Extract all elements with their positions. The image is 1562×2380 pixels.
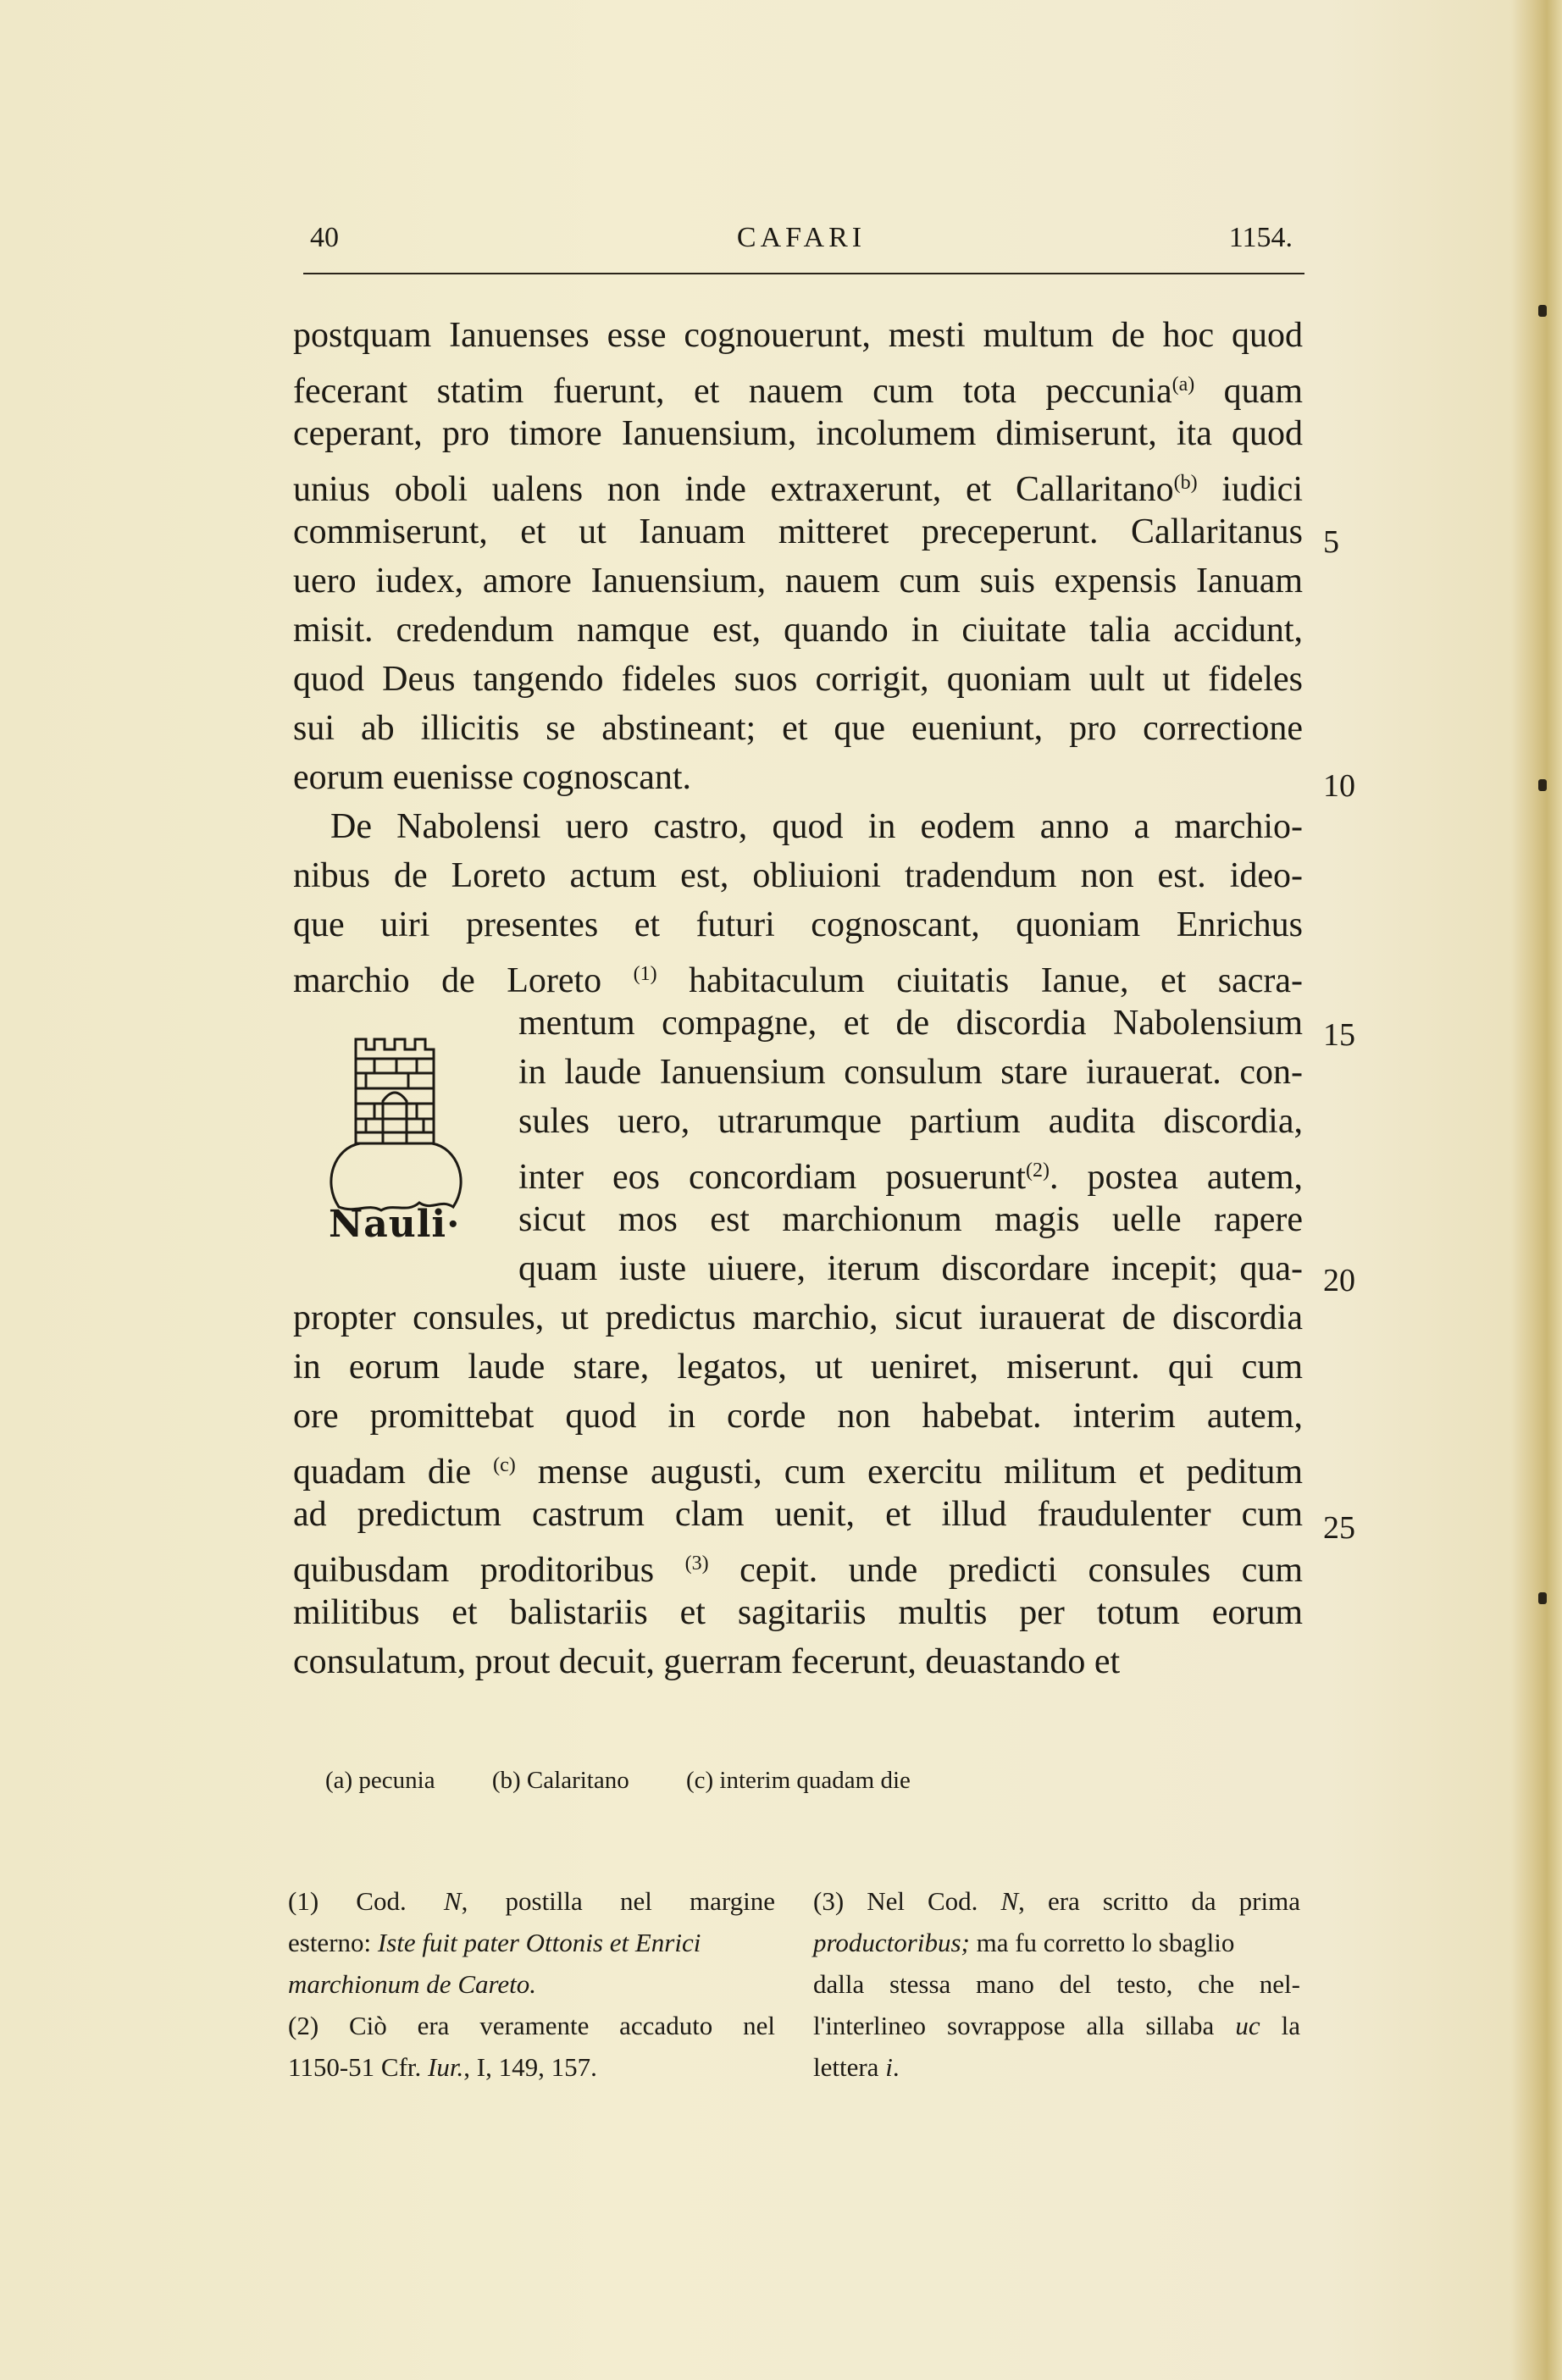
text-segment: fecerant statim fuerunt, et nauem cum tota peccunia xyxy=(293,372,1172,411)
variant-a: (a) pecunia xyxy=(325,1767,435,1794)
text-segment: eorum euenisse cognoscant. xyxy=(293,758,692,797)
edge-mark xyxy=(1538,1592,1547,1604)
text-segment: postquam Ianuenses esse cognouerunt, mesti multum de hoc quod xyxy=(293,316,1303,355)
footnote-ref: (2) xyxy=(1026,1160,1050,1182)
footnote-ref: (c) xyxy=(493,1454,516,1476)
footnote-segment: l'interlineo sovrappose alla sillaba xyxy=(813,2011,1236,2040)
footnotes-left xyxy=(288,1880,775,2088)
footnote-segment: marchionum de Careto. xyxy=(288,1969,537,1999)
text-segment: quod Deus tangendo fideles suos corrigit, quoniam uult ut fideles xyxy=(293,660,1303,699)
text-line xyxy=(518,999,1303,1047)
text-segment: consulatum, prout decuit, guerram fecerunt, deuastando et xyxy=(293,1642,1121,1681)
text-line xyxy=(518,1147,1304,1197)
text-segment: De Nabolensi uero castro, quod in eodem anno a marchio- xyxy=(330,807,1303,846)
footnote-segment: lettera xyxy=(813,2052,886,2082)
footnote-segment: (3) Nel Cod. xyxy=(813,1886,1001,1916)
text-line xyxy=(293,361,1303,411)
text-segment: nibus de Loreto actum est, obliuioni tradendum non est. ideo- xyxy=(293,856,1303,895)
text-segment: mense augusti, cum exercitu militum et peditum xyxy=(515,1453,1303,1492)
text-line xyxy=(293,852,1303,899)
text-segment: in laude Ianuensium consulum stare iurauerat. con- xyxy=(518,1053,1303,1092)
footnote-line xyxy=(813,1880,1300,1922)
variant-c: (c) interim quadam die xyxy=(685,1767,911,1794)
footnote-segment: N xyxy=(1000,1886,1019,1916)
footnote-segment: i xyxy=(885,2052,893,2082)
text-line xyxy=(293,557,1303,605)
text-line xyxy=(293,656,1303,703)
text-line xyxy=(293,1442,1303,1492)
running-head xyxy=(302,222,1301,264)
text-segment: misit. credendum namque est, quando in ciuitate talia accidunt, xyxy=(293,611,1303,650)
footnote-line xyxy=(813,1922,1300,1963)
text-line xyxy=(518,1245,1303,1292)
text-line xyxy=(293,950,1303,998)
line-number: 10 xyxy=(1323,768,1355,804)
footnotes-right xyxy=(813,1880,1300,2088)
text-segment: habitaculum ciuitatis Ianue, et sacra- xyxy=(656,961,1303,1000)
line-number: 20 xyxy=(1323,1263,1355,1298)
footnote-segment: dalla stessa mano del testo, che nel- xyxy=(813,1969,1300,1999)
footnote-segment: esterno: xyxy=(288,1928,378,1957)
text-line xyxy=(293,901,1303,949)
text-line xyxy=(518,1098,1303,1145)
footnote-segment: uc xyxy=(1235,2011,1260,2040)
line-number: 15 xyxy=(1323,1017,1355,1053)
footnote-segment: , era scritto da prima xyxy=(1018,1886,1300,1916)
footnote-segment: Iste fuit pater Ottonis et Enrici xyxy=(377,1928,701,1957)
text-line xyxy=(293,508,1303,556)
running-title: CAFARI xyxy=(736,222,867,253)
textual-variants xyxy=(325,1767,1088,1801)
text-segment: unius oboli ualens non inde extraxerunt, et Callaritano xyxy=(293,470,1174,509)
text-segment: commiserunt, et ut Ianuam mitteret preceperunt. Callaritanus xyxy=(293,512,1303,551)
line-number: 25 xyxy=(1323,1510,1355,1546)
text-line xyxy=(293,410,1303,457)
text-segment: sui ab illicitis se abstineant; et que eueniunt, pro correctione xyxy=(293,709,1303,748)
edge-mark xyxy=(1538,779,1547,791)
text-segment: iudici xyxy=(1197,470,1303,509)
line-number: 5 xyxy=(1323,524,1339,560)
text-segment: sules uero, utrarumque partium audita discordia, xyxy=(518,1102,1303,1141)
edge-mark xyxy=(1538,305,1547,317)
footnote-ref: (1) xyxy=(633,963,657,985)
text-segment: quam xyxy=(1194,372,1303,411)
text-segment: militibus et balistariis et sagitariis multis per totum eorum xyxy=(293,1593,1303,1632)
text-segment: ore promittebat quod in corde non habebat. interim autem, xyxy=(293,1397,1303,1436)
text-line xyxy=(293,1343,1303,1391)
footnote-ref: (3) xyxy=(684,1553,709,1575)
footnote-line xyxy=(813,1963,1300,2005)
text-line xyxy=(293,754,1303,801)
page-edge xyxy=(1511,0,1562,2380)
footnote-line xyxy=(288,1963,775,2005)
text-segment: cepit. unde predicti consules cum xyxy=(708,1551,1303,1590)
text-segment: sicut mos est marchionum magis uelle rapere xyxy=(518,1200,1303,1239)
footnote-segment: . xyxy=(892,2052,900,2082)
text-line xyxy=(293,312,1303,359)
variant-b: (b) Calaritano xyxy=(491,1767,629,1794)
text-line xyxy=(293,459,1303,509)
text-line xyxy=(293,1392,1303,1440)
page-number: 40 xyxy=(310,222,339,253)
footnote-line xyxy=(813,2005,1300,2046)
footnote-segment: (2) Ciò era veramente accaduto nel xyxy=(288,2011,775,2040)
text-line xyxy=(293,1540,1303,1590)
footnote-line xyxy=(288,2005,775,2046)
footnote-segment: la xyxy=(1260,2011,1300,2040)
text-line xyxy=(293,1491,1303,1538)
text-line xyxy=(330,803,1303,850)
footnote-segment: 1150-51 Cfr. xyxy=(288,2052,429,2082)
footnote-line xyxy=(288,1880,775,1922)
footnote-line xyxy=(813,2046,1300,2088)
text-line xyxy=(293,606,1303,654)
text-segment: quadam die xyxy=(293,1453,494,1492)
text-segment: mentum compagne, et de discordia Nabolensium xyxy=(518,1004,1303,1043)
text-segment: ad predictum castrum clam uenit, et illud fraudulenter cum xyxy=(293,1495,1303,1534)
running-year: 1154. xyxy=(1228,222,1293,253)
footnote-segment: , postilla nel margine xyxy=(461,1886,775,1916)
text-segment: quibusdam proditoribus xyxy=(293,1551,685,1590)
text-line xyxy=(293,1589,1303,1636)
text-segment: que uiri presentes et futuri cognoscant, quoniam Enrichus xyxy=(293,905,1303,944)
footnote-ref: (a) xyxy=(1172,374,1195,396)
text-segment: . postea autem, xyxy=(1049,1158,1304,1197)
footnote-line xyxy=(288,1922,775,1963)
footnote-segment: Iur. xyxy=(428,2052,464,2082)
text-segment: quam iuste uiuere, iterum discordare incepit; qua- xyxy=(518,1249,1303,1288)
text-segment: uero iudex, amore Ianuensium, nauem cum suis expensis Ianuam xyxy=(293,562,1303,601)
header-rule xyxy=(303,273,1304,274)
text-line xyxy=(293,1294,1303,1342)
text-segment: ceperant, pro timore Ianuensium, incolumem dimiserunt, ita quod xyxy=(293,414,1303,453)
text-line xyxy=(293,705,1303,752)
footnote-line xyxy=(288,2046,775,2088)
footnote-segment: productoribus; xyxy=(813,1928,970,1957)
footnote-ref: (b) xyxy=(1173,472,1198,494)
text-line xyxy=(293,1638,1303,1685)
footnote-segment: , I, 149, 157. xyxy=(463,2052,597,2082)
emblem-label: Nauli· xyxy=(329,1203,461,1246)
text-segment: marchio de Loreto xyxy=(293,961,634,1000)
footnote-segment: (1) Cod. xyxy=(288,1886,444,1916)
text-line xyxy=(518,1049,1303,1096)
footnote-segment: N xyxy=(443,1886,462,1916)
text-segment: inter eos concordiam posuerunt xyxy=(518,1158,1026,1197)
footnote-segment: ma fu corretto lo sbaglio xyxy=(969,1928,1235,1957)
text-line xyxy=(518,1196,1303,1243)
text-segment: in eorum laude stare, legatos, ut ueniret, miserunt. qui cum xyxy=(293,1348,1303,1386)
text-segment: propter consules, ut predictus marchio, sicut iurauerat de discordia xyxy=(293,1298,1303,1337)
